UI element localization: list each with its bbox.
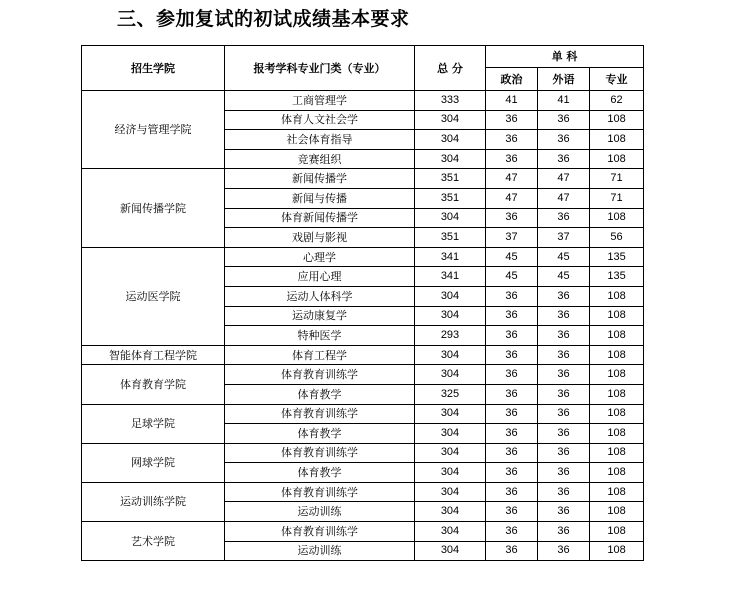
total-score-cell: 304: [415, 482, 486, 502]
major-cell: 体育教育训练学: [225, 482, 415, 502]
politics-score-cell: 37: [486, 228, 538, 248]
major-cell: 运动人体科学: [225, 286, 415, 306]
table-row: [82, 345, 644, 365]
professional-score-cell: 108: [590, 384, 644, 404]
total-score-cell: 333: [415, 91, 486, 111]
total-score-cell: 341: [415, 267, 486, 287]
total-score-cell: 304: [415, 110, 486, 130]
total-score-cell: 304: [415, 443, 486, 463]
major-cell: 戏剧与影视: [225, 228, 415, 248]
major-cell: 心理学: [225, 247, 415, 267]
total-score-cell: 304: [415, 345, 486, 365]
college-cell: 智能体育工程学院: [82, 345, 225, 365]
foreign-language-score-cell: 36: [538, 482, 590, 502]
foreign-language-score-cell: 36: [538, 541, 590, 561]
major-cell: 体育工程学: [225, 345, 415, 365]
politics-score-cell: 36: [486, 502, 538, 522]
politics-score-cell: 47: [486, 169, 538, 189]
professional-score-cell: 108: [590, 345, 644, 365]
professional-score-cell: 108: [590, 522, 644, 542]
college-cell: 网球学院: [82, 443, 225, 482]
table-row: [82, 365, 644, 385]
major-cell: 体育新闻传播学: [225, 208, 415, 228]
foreign-language-score-cell: 47: [538, 169, 590, 189]
foreign-language-score-cell: 45: [538, 267, 590, 287]
professional-score-cell: 108: [590, 130, 644, 150]
professional-score-cell: 56: [590, 228, 644, 248]
foreign-language-score-cell: 41: [538, 91, 590, 111]
professional-score-cell: 108: [590, 424, 644, 444]
foreign-language-score-cell: 36: [538, 208, 590, 228]
college-cell: 经济与管理学院: [82, 91, 225, 169]
politics-score-cell: 36: [486, 384, 538, 404]
table-row: [82, 169, 644, 189]
foreign-language-score-cell: 36: [538, 424, 590, 444]
table-row: [82, 522, 644, 542]
total-score-cell: 304: [415, 286, 486, 306]
header-politics: 政治: [486, 68, 538, 91]
header-total: 总 分: [415, 46, 486, 91]
total-score-cell: 351: [415, 188, 486, 208]
politics-score-cell: 36: [486, 424, 538, 444]
professional-score-cell: 108: [590, 463, 644, 483]
professional-score-cell: 135: [590, 247, 644, 267]
professional-score-cell: 62: [590, 91, 644, 111]
table-row: [82, 482, 644, 502]
professional-score-cell: 108: [590, 306, 644, 326]
foreign-language-score-cell: 36: [538, 286, 590, 306]
foreign-language-score-cell: 36: [538, 404, 590, 424]
major-cell: 应用心理: [225, 267, 415, 287]
politics-score-cell: 36: [486, 365, 538, 385]
total-score-cell: 304: [415, 208, 486, 228]
foreign-language-score-cell: 37: [538, 228, 590, 248]
politics-score-cell: 36: [486, 326, 538, 346]
foreign-language-score-cell: 36: [538, 345, 590, 365]
header-major: 报考学科专业门类（专业）: [225, 46, 415, 91]
total-score-cell: 304: [415, 424, 486, 444]
foreign-language-score-cell: 36: [538, 384, 590, 404]
politics-score-cell: 36: [486, 345, 538, 365]
foreign-language-score-cell: 36: [538, 463, 590, 483]
page-heading: 三、参加复试的初试成绩基本要求: [117, 8, 410, 30]
college-cell: 艺术学院: [82, 522, 225, 561]
table-row: [82, 247, 644, 267]
major-cell: 运动训练: [225, 541, 415, 561]
score-requirements-table: [81, 45, 644, 561]
professional-score-cell: 108: [590, 149, 644, 169]
professional-score-cell: 108: [590, 443, 644, 463]
major-cell: 体育教育训练学: [225, 404, 415, 424]
politics-score-cell: 36: [486, 541, 538, 561]
politics-score-cell: 36: [486, 130, 538, 150]
professional-score-cell: 108: [590, 541, 644, 561]
major-cell: 体育教学: [225, 384, 415, 404]
major-cell: 新闻与传播: [225, 188, 415, 208]
professional-score-cell: 108: [590, 110, 644, 130]
foreign-language-score-cell: 36: [538, 306, 590, 326]
politics-score-cell: 36: [486, 482, 538, 502]
professional-score-cell: 135: [590, 267, 644, 287]
total-score-cell: 304: [415, 541, 486, 561]
header-professional: 专业: [590, 68, 644, 91]
major-cell: 体育教育训练学: [225, 443, 415, 463]
major-cell: 体育教育训练学: [225, 365, 415, 385]
politics-score-cell: 36: [486, 306, 538, 326]
foreign-language-score-cell: 36: [538, 326, 590, 346]
college-cell: 新闻传播学院: [82, 169, 225, 247]
politics-score-cell: 36: [486, 522, 538, 542]
politics-score-cell: 41: [486, 91, 538, 111]
total-score-cell: 293: [415, 326, 486, 346]
total-score-cell: 304: [415, 365, 486, 385]
total-score-cell: 304: [415, 149, 486, 169]
table-row: [82, 443, 644, 463]
professional-score-cell: 108: [590, 365, 644, 385]
professional-score-cell: 108: [590, 326, 644, 346]
foreign-language-score-cell: 45: [538, 247, 590, 267]
foreign-language-score-cell: 36: [538, 130, 590, 150]
major-cell: 新闻传播学: [225, 169, 415, 189]
total-score-cell: 304: [415, 404, 486, 424]
total-score-cell: 304: [415, 522, 486, 542]
politics-score-cell: 45: [486, 247, 538, 267]
header-college: 招生学院: [82, 46, 225, 91]
politics-score-cell: 36: [486, 110, 538, 130]
professional-score-cell: 108: [590, 286, 644, 306]
foreign-language-score-cell: 47: [538, 188, 590, 208]
foreign-language-score-cell: 36: [538, 522, 590, 542]
major-cell: 社会体育指导: [225, 130, 415, 150]
total-score-cell: 304: [415, 306, 486, 326]
major-cell: 工商管理学: [225, 91, 415, 111]
total-score-cell: 325: [415, 384, 486, 404]
politics-score-cell: 36: [486, 208, 538, 228]
professional-score-cell: 71: [590, 169, 644, 189]
foreign-language-score-cell: 36: [538, 502, 590, 522]
total-score-cell: 304: [415, 463, 486, 483]
foreign-language-score-cell: 36: [538, 149, 590, 169]
header-foreign-language: 外语: [538, 68, 590, 91]
college-cell: 足球学院: [82, 404, 225, 443]
major-cell: 竞赛组织: [225, 149, 415, 169]
major-cell: 体育人文社会学: [225, 110, 415, 130]
total-score-cell: 351: [415, 169, 486, 189]
professional-score-cell: 71: [590, 188, 644, 208]
politics-score-cell: 36: [486, 443, 538, 463]
politics-score-cell: 36: [486, 463, 538, 483]
total-score-cell: 341: [415, 247, 486, 267]
professional-score-cell: 108: [590, 208, 644, 228]
professional-score-cell: 108: [590, 482, 644, 502]
major-cell: 特种医学: [225, 326, 415, 346]
professional-score-cell: 108: [590, 502, 644, 522]
total-score-cell: 304: [415, 130, 486, 150]
table-body: [82, 91, 644, 561]
major-cell: 体育教学: [225, 424, 415, 444]
table-row: [82, 91, 644, 111]
major-cell: 体育教育训练学: [225, 522, 415, 542]
major-cell: 运动训练: [225, 502, 415, 522]
politics-score-cell: 47: [486, 188, 538, 208]
major-cell: 体育教学: [225, 463, 415, 483]
total-score-cell: 304: [415, 502, 486, 522]
college-cell: 运动医学院: [82, 247, 225, 345]
foreign-language-score-cell: 36: [538, 110, 590, 130]
foreign-language-score-cell: 36: [538, 443, 590, 463]
major-cell: 运动康复学: [225, 306, 415, 326]
total-score-cell: 351: [415, 228, 486, 248]
college-cell: 体育教育学院: [82, 365, 225, 404]
professional-score-cell: 108: [590, 404, 644, 424]
politics-score-cell: 45: [486, 267, 538, 287]
politics-score-cell: 36: [486, 149, 538, 169]
table-row: [82, 404, 644, 424]
politics-score-cell: 36: [486, 404, 538, 424]
politics-score-cell: 36: [486, 286, 538, 306]
header-single-subject: 单 科: [486, 46, 644, 68]
college-cell: 运动训练学院: [82, 482, 225, 521]
foreign-language-score-cell: 36: [538, 365, 590, 385]
